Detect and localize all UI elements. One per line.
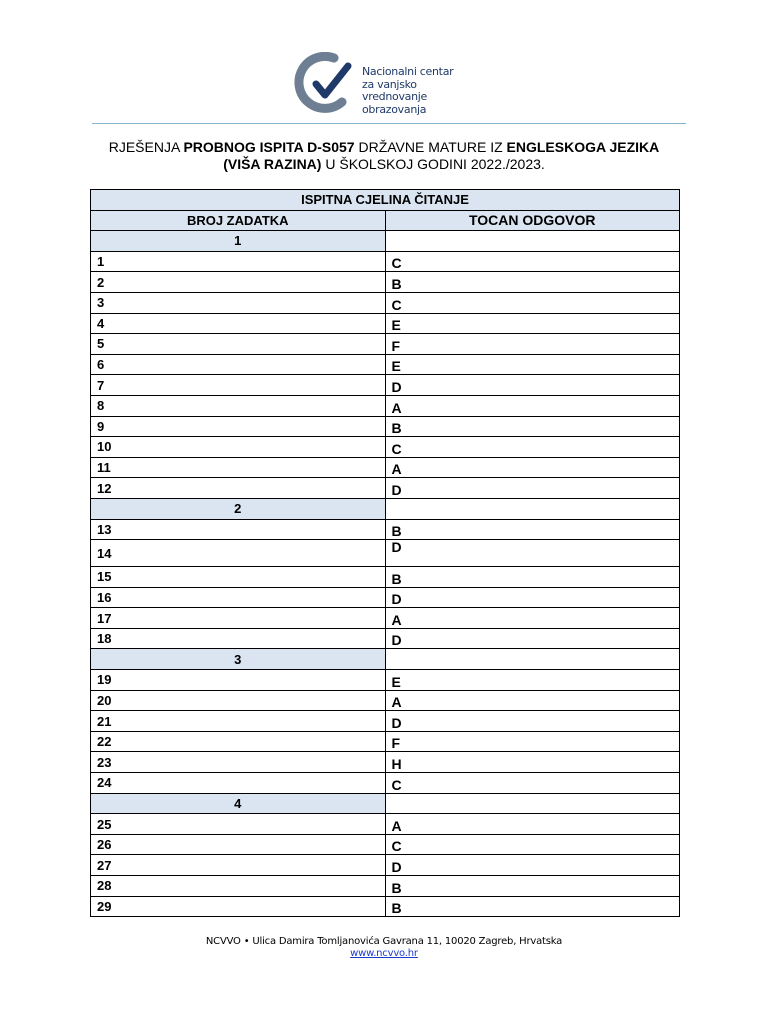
- correct-answer: A: [385, 814, 680, 835]
- table-row: [91, 292, 680, 313]
- table-row: [91, 711, 680, 732]
- table-row: [91, 896, 680, 917]
- section-answer-empty: [385, 498, 680, 519]
- task-number: 8: [91, 395, 386, 416]
- task-number: 13: [91, 519, 386, 540]
- logo-line-2: za vanjsko vrednovanje: [362, 77, 427, 103]
- title-line-1: [90, 139, 678, 156]
- title-part-bold: ENGLESKOGA JEZIKA: [506, 139, 660, 155]
- correct-answer: C: [385, 773, 680, 794]
- correct-answer: C: [385, 292, 680, 313]
- task-number: 17: [91, 608, 386, 629]
- task-number: 9: [91, 416, 386, 437]
- correct-answer: A: [385, 690, 680, 711]
- section-row: [91, 793, 680, 814]
- correct-answer: H: [385, 752, 680, 773]
- task-number: 18: [91, 628, 386, 649]
- section-row: [91, 231, 680, 252]
- table-caption: ISPITNA CJELINA ČITANJE: [91, 190, 680, 211]
- table-row: [91, 628, 680, 649]
- section-answer-empty: [385, 231, 680, 252]
- task-number: 12: [91, 478, 386, 499]
- correct-answer: B: [385, 876, 680, 897]
- table-row: [91, 519, 680, 540]
- table-row: [91, 834, 680, 855]
- header-divider: [92, 123, 686, 124]
- ncvvo-checkmark-logo-icon: [294, 52, 356, 114]
- title-part: U ŠKOLSKOJ GODINI 2022./2023.: [321, 156, 545, 172]
- table-row: [91, 752, 680, 773]
- footer-address: NCVVO • Ulica Damira Tomljanovića Gavrana 11, 10020 Zagreb, Hrvatska: [205, 936, 563, 947]
- table-row: [91, 313, 680, 334]
- task-number: 21: [91, 711, 386, 732]
- table-header-row: [91, 210, 680, 231]
- column-header-task-number: BROJ ZADATKA: [91, 210, 386, 231]
- section-answer-empty: [385, 649, 680, 670]
- table-row: [91, 814, 680, 835]
- correct-answer: D: [385, 478, 680, 499]
- table-row: [91, 608, 680, 629]
- task-number: 27: [91, 855, 386, 876]
- task-number: 3: [91, 292, 386, 313]
- title-part: RJEŠENJA: [108, 139, 184, 155]
- table-row: [91, 855, 680, 876]
- task-number: 28: [91, 876, 386, 897]
- correct-answer: F: [385, 731, 680, 752]
- footer: [0, 936, 768, 960]
- task-number: 1: [91, 251, 386, 272]
- table-row: [91, 773, 680, 794]
- task-number: 6: [91, 354, 386, 375]
- section-label: 3: [91, 649, 386, 670]
- section-row: [91, 649, 680, 670]
- correct-answer: B: [385, 896, 680, 917]
- task-number: 23: [91, 752, 386, 773]
- footer-website-link[interactable]: www.ncvvo.hr: [350, 948, 418, 959]
- table-row: [91, 416, 680, 437]
- table-row: [91, 587, 680, 608]
- table-row: [91, 731, 680, 752]
- correct-answer: C: [385, 251, 680, 272]
- correct-answer: A: [385, 457, 680, 478]
- correct-answer: A: [385, 395, 680, 416]
- correct-answer: D: [385, 540, 680, 567]
- task-number: 19: [91, 670, 386, 691]
- task-number: 29: [91, 896, 386, 917]
- correct-answer: D: [385, 711, 680, 732]
- table-row: [91, 375, 680, 396]
- task-number: 10: [91, 437, 386, 458]
- table-row: [91, 478, 680, 499]
- task-number: 4: [91, 313, 386, 334]
- correct-answer: B: [385, 519, 680, 540]
- correct-answer: F: [385, 334, 680, 355]
- section-label: 1: [91, 231, 386, 252]
- task-number: 24: [91, 773, 386, 794]
- title-part-bold: (VIŠA RAZINA): [223, 156, 322, 172]
- correct-answer: C: [385, 834, 680, 855]
- task-number: 5: [91, 334, 386, 355]
- table-caption-row: [91, 190, 680, 211]
- section-label: 2: [91, 498, 386, 519]
- correct-answer: E: [385, 313, 680, 334]
- correct-answer: B: [385, 567, 680, 588]
- table-row: [91, 876, 680, 897]
- task-number: 20: [91, 690, 386, 711]
- title-part-bold: PROBNOG ISPITA D-S057: [183, 139, 355, 155]
- task-number: 2: [91, 272, 386, 293]
- table-row: [91, 395, 680, 416]
- table-row: [91, 437, 680, 458]
- logo-text: [362, 66, 484, 116]
- section-row: [91, 498, 680, 519]
- correct-answer: B: [385, 272, 680, 293]
- table-row: [91, 457, 680, 478]
- correct-answer: E: [385, 354, 680, 375]
- task-number: 11: [91, 457, 386, 478]
- table-row: [91, 354, 680, 375]
- correct-answer: D: [385, 628, 680, 649]
- correct-answer: B: [385, 416, 680, 437]
- answer-key-table: [90, 189, 680, 917]
- table-row: [91, 670, 680, 691]
- task-number: 22: [91, 731, 386, 752]
- answer-key-body: [91, 190, 680, 917]
- table-row: [91, 690, 680, 711]
- correct-answer: D: [385, 587, 680, 608]
- document-title: [90, 139, 678, 173]
- task-number: 26: [91, 834, 386, 855]
- task-number: 14: [91, 540, 386, 567]
- table-row: [91, 334, 680, 355]
- correct-answer: D: [385, 855, 680, 876]
- table-row: [91, 251, 680, 272]
- correct-answer: D: [385, 375, 680, 396]
- task-number: 15: [91, 567, 386, 588]
- correct-answer: C: [385, 437, 680, 458]
- ncvvo-logo: [294, 52, 484, 116]
- task-number: 16: [91, 587, 386, 608]
- column-header-correct-answer: TOCAN ODGOVOR: [385, 210, 680, 231]
- task-number: 7: [91, 375, 386, 396]
- logo-line-1: Nacionalni centar: [362, 65, 454, 78]
- section-label: 4: [91, 793, 386, 814]
- correct-answer: A: [385, 608, 680, 629]
- title-part: DRŽAVNE MATURE IZ: [354, 139, 507, 155]
- table-row: [91, 567, 680, 588]
- section-answer-empty: [385, 793, 680, 814]
- logo-line-3: obrazovanja: [362, 102, 427, 116]
- task-number: 25: [91, 814, 386, 835]
- title-line-2: [90, 156, 678, 173]
- table-row: [91, 540, 680, 567]
- table-row: [91, 272, 680, 293]
- correct-answer: E: [385, 670, 680, 691]
